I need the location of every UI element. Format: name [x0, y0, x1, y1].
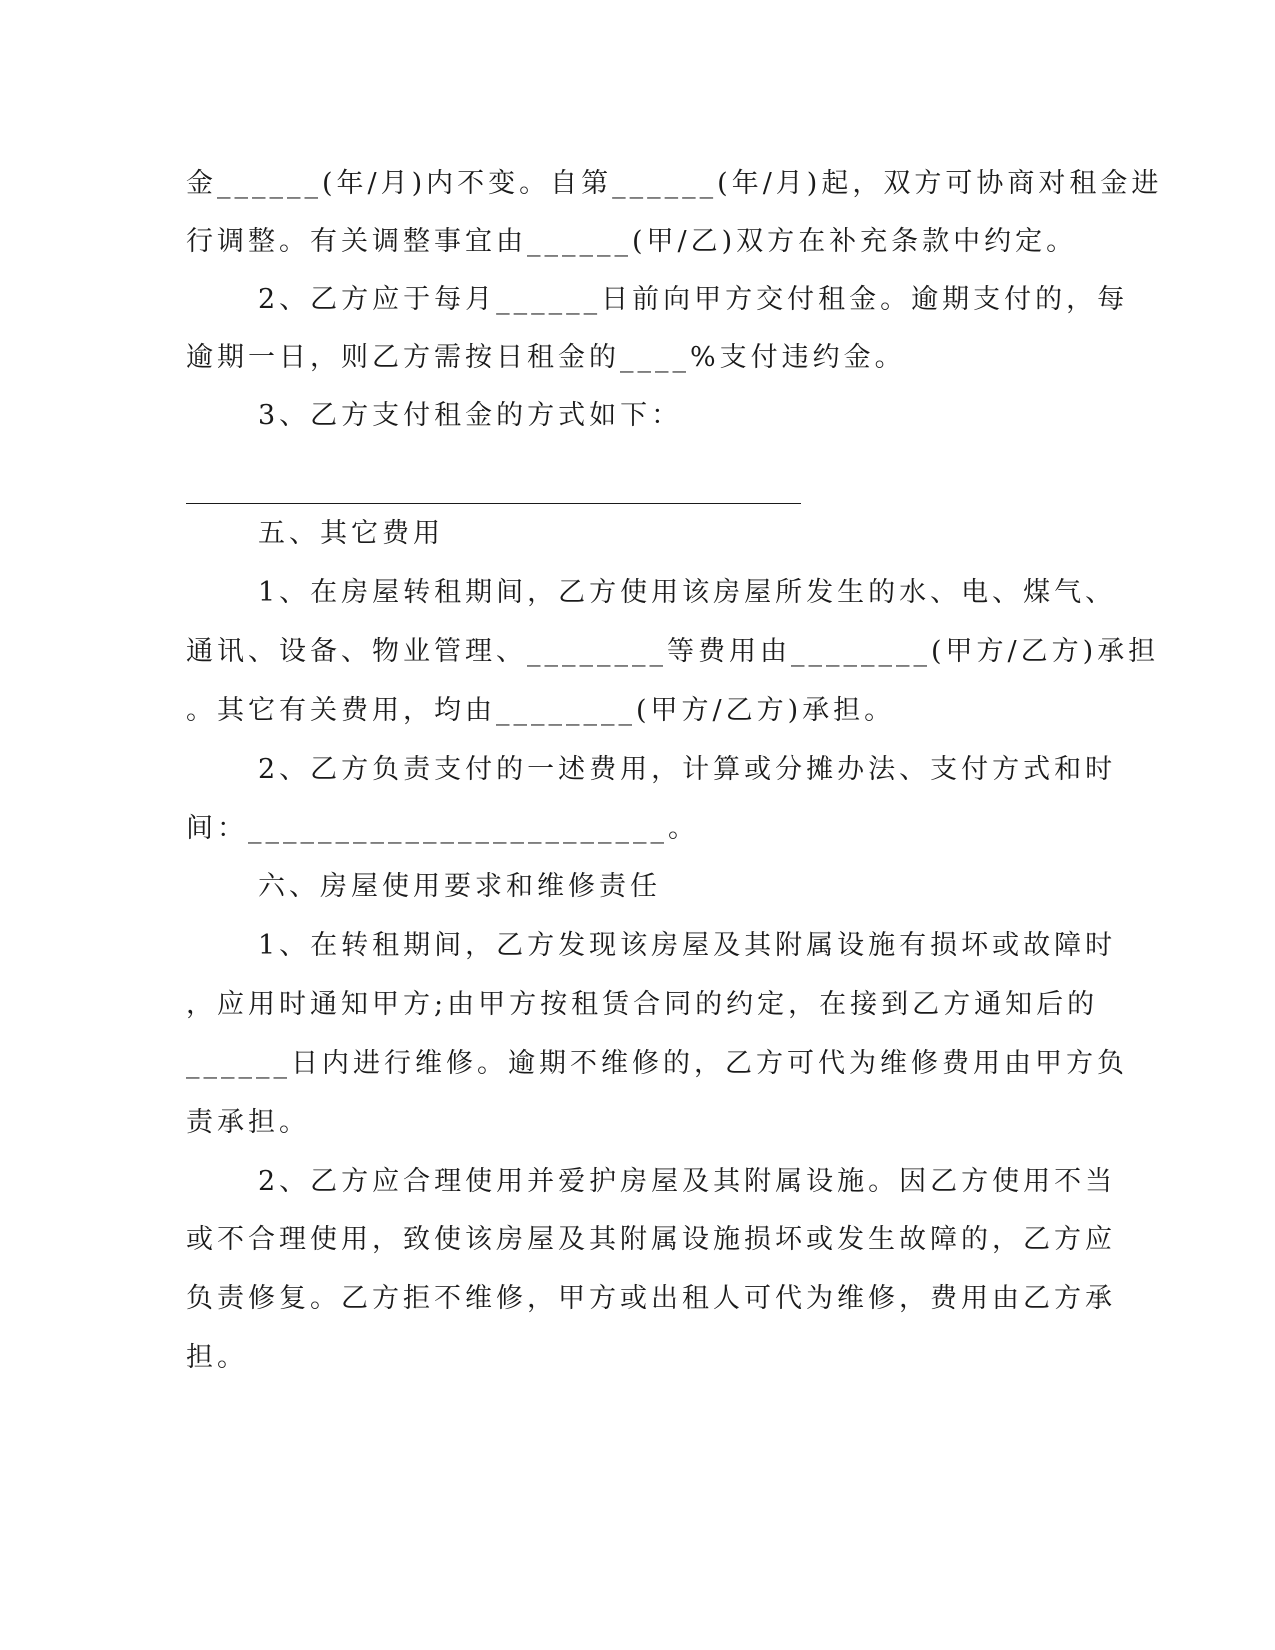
text-line: ，应用时通知甲方;由甲方按租赁合同的约定，在接到乙方通知后的 [186, 989, 1099, 1020]
text-line: 2、乙方应合理使用并爱护房屋及其附属设施。因乙方使用不当 [258, 1166, 1117, 1197]
section-heading: 六、房屋使用要求和维修责任 [258, 871, 661, 902]
section-heading: 五、其它费用 [258, 518, 444, 549]
text-line: 担。 [186, 1342, 248, 1373]
text-line: 1、在转租期间，乙方发现该房屋及其附属设施有损坏或故障时 [258, 930, 1117, 961]
text-line: 或不合理使用，致使该房屋及其附属设施损坏或发生故障的，乙方应 [186, 1224, 1116, 1255]
text-line: 负责修复。乙方拒不维修，甲方或出租人可代为维修，费用由乙方承 [186, 1283, 1116, 1314]
text-line: 2、乙方负责支付的一述费用，计算或分摊办法、支付方式和时 [258, 754, 1117, 785]
text-line: ______日内进行维修。逾期不维修的，乙方可代为维修费用由甲方负 [186, 1048, 1128, 1079]
text-line: 2、乙方应于每月______日前向甲方交付租金。逾期支付的，每 [258, 284, 1129, 315]
text-line: 通讯、设备、物业管理、________等费用由________(甲方/乙方)承担 [186, 636, 1160, 667]
text-line: 行调整。有关调整事宜由______(甲/乙)双方在补充条款中约定。 [186, 226, 1078, 257]
text-line: 金______(年/月)内不变。自第______(年/月)起，双方可协商对租金进 [186, 168, 1163, 199]
blank-fill-line [186, 503, 801, 504]
text-line: 逾期一日，则乙方需按日租金的____%支付违约金。 [186, 342, 906, 373]
text-line: 。其它有关费用，均由________(甲方/乙方)承担。 [186, 695, 896, 726]
text-line: 1、在房屋转租期间，乙方使用该房屋所发生的水、电、煤气、 [258, 577, 1117, 608]
text-line: 间：________________________。 [186, 813, 699, 844]
text-line: 3、乙方支付租金的方式如下： [258, 400, 683, 431]
text-line: 责承担。 [186, 1107, 310, 1138]
